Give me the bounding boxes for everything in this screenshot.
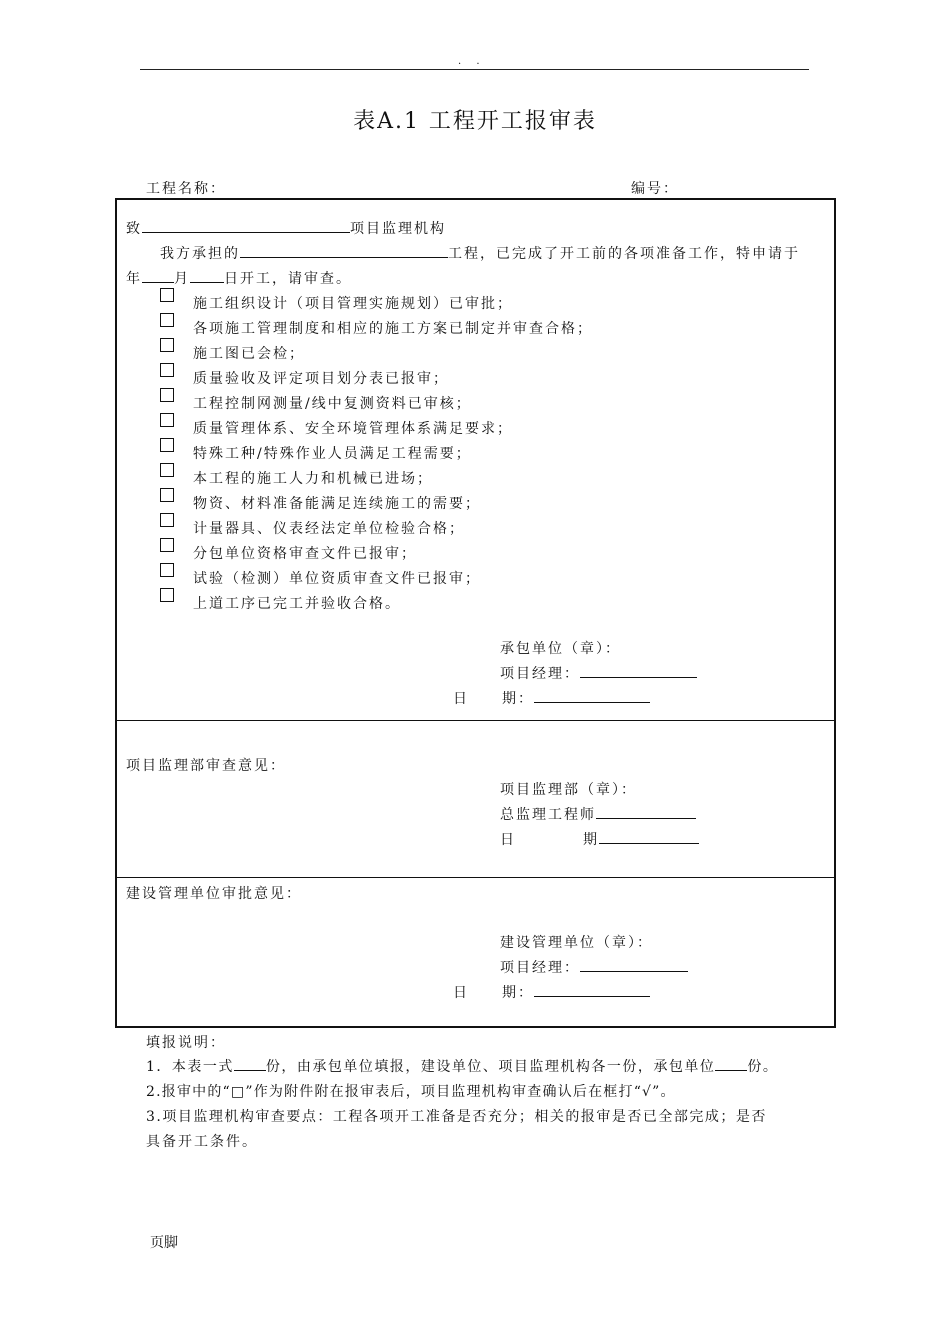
header-dots: . . <box>458 56 486 67</box>
checkbox-6[interactable] <box>160 413 174 427</box>
checkbox-2[interactable] <box>160 313 174 327</box>
contractor-date-label: 期： <box>502 691 534 707</box>
page-footer: 页脚 <box>150 1235 178 1251</box>
note-3-line-1: 3.项目监理机构审查要点：工程各项开工准备是否充分；相关的报审是否已全部完成；是否 <box>146 1109 767 1125</box>
note-2: 2.报审中的“□”作为附件附在报审表后，项目监理机构审查确认后在框打“√”。 <box>146 1084 676 1100</box>
owner-date-row <box>502 982 650 1002</box>
contractor-manager-blank[interactable] <box>580 663 697 678</box>
checklist-item: 质量管理体系、安全环境管理体系满足要求； <box>193 421 513 437</box>
header-rule <box>140 69 809 70</box>
owner-manager-row <box>500 957 688 977</box>
year-month-blank[interactable] <box>142 268 174 283</box>
contractor-date-ri: 日 <box>453 691 469 707</box>
checkbox-4[interactable] <box>160 363 174 377</box>
checkbox-12[interactable] <box>160 563 174 577</box>
supervision-opinion-label: 项目监理部审查意见： <box>126 758 286 774</box>
checklist-item: 各项施工管理制度和相应的施工方案已制定并审查合格； <box>193 321 593 337</box>
contractor-manager-label: 项目经理： <box>500 666 580 682</box>
project-name-label: 工程名称： <box>146 181 226 197</box>
chief-engineer-blank[interactable] <box>596 804 696 819</box>
project-blank[interactable] <box>240 243 448 258</box>
note-1-part-c: 份。 <box>747 1059 779 1075</box>
checklist-item: 工程控制网测量/线中复测资料已审核； <box>193 396 472 412</box>
checklist-item: 试验（检测）单位资质审查文件已报审； <box>193 571 481 587</box>
to-prefix: 致 <box>126 221 142 237</box>
checklist-item: 分包单位资格审查文件已报审； <box>193 546 417 562</box>
chief-engineer-row <box>500 804 696 824</box>
checklist-item: 施工图已会检； <box>193 346 305 362</box>
contractor-date-row <box>502 688 650 708</box>
checkbox-1[interactable] <box>160 288 174 302</box>
note-1-part-b: 份，由承包单位填报，建设单位、项目监理机构各一份，承包单位 <box>265 1059 716 1075</box>
checkbox-10[interactable] <box>160 513 174 527</box>
supervision-seal-label: 项目监理部（章）： <box>500 782 637 798</box>
contractor-manager-row <box>500 663 697 683</box>
checklist-item: 施工组织设计（项目管理实施规划）已审批； <box>193 296 513 312</box>
owner-manager-blank[interactable] <box>580 957 688 972</box>
number-label: 编号： <box>631 181 679 197</box>
note-3-line-2: 具备开工条件。 <box>146 1134 258 1150</box>
owner-manager-label: 项目经理： <box>500 960 580 976</box>
owner-date-label: 期： <box>502 985 534 1001</box>
checkbox-13[interactable] <box>160 588 174 602</box>
form-title: 表A.1 工程开工报审表 <box>353 109 597 134</box>
contractor-seal-label: 承包单位（章）： <box>500 641 621 657</box>
owner-date-ri: 日 <box>453 985 469 1001</box>
checklist-item: 物资、材料准备能满足连续施工的需要； <box>193 496 481 512</box>
year-label: 年 <box>126 271 142 287</box>
checklist-item: 本工程的施工人力和机械已进场； <box>193 471 433 487</box>
request-line-2 <box>126 268 352 288</box>
supervision-date-label: 期 <box>583 832 599 848</box>
checkbox-3[interactable] <box>160 338 174 352</box>
to-suffix: 项目监理机构 <box>350 221 446 237</box>
owner-seal-label: 建设管理单位（章）： <box>500 935 653 951</box>
note-1 <box>146 1056 778 1076</box>
chief-engineer-label: 总监理工程师 <box>500 807 596 823</box>
addressee-line <box>126 218 446 238</box>
section-divider-2 <box>115 877 836 878</box>
checklist-item: 计量器具、仪表经法定单位检验合格； <box>193 521 465 537</box>
checkbox-9[interactable] <box>160 488 174 502</box>
request-prefix: 我方承担的 <box>160 246 240 262</box>
owner-opinion-label: 建设管理单位审批意见： <box>126 886 302 902</box>
checklist-item: 特殊工种/特殊作业人员满足工程需要； <box>193 446 472 462</box>
checkbox-5[interactable] <box>160 388 174 402</box>
note-1-part-a: 1．本表一式 <box>146 1059 234 1075</box>
supervision-date-ri: 日 <box>500 832 516 848</box>
checkbox-11[interactable] <box>160 538 174 552</box>
notes-heading: 填报说明： <box>146 1035 226 1051</box>
checkbox-7[interactable] <box>160 438 174 452</box>
day-blank[interactable] <box>190 268 224 283</box>
supervisor-name-blank[interactable] <box>142 218 350 233</box>
supervision-date-blank[interactable] <box>599 829 699 844</box>
start-date-suffix: 日开工，请审查。 <box>224 271 352 287</box>
section-divider-1 <box>115 720 836 721</box>
supervision-date-row <box>583 829 699 849</box>
checklist-item: 上道工序已完工并验收合格。 <box>193 596 401 612</box>
contractor-date-blank[interactable] <box>534 688 650 703</box>
owner-date-blank[interactable] <box>534 982 650 997</box>
request-suffix: 工程，已完成了开工前的各项准备工作，特申请于 <box>448 246 800 262</box>
copies-blank-1[interactable] <box>234 1056 266 1071</box>
request-line-1 <box>160 243 800 263</box>
checkbox-8[interactable] <box>160 463 174 477</box>
copies-blank-2[interactable] <box>715 1056 747 1071</box>
month-label: 月 <box>174 271 190 287</box>
checklist-item: 质量验收及评定项目划分表已报审； <box>193 371 449 387</box>
